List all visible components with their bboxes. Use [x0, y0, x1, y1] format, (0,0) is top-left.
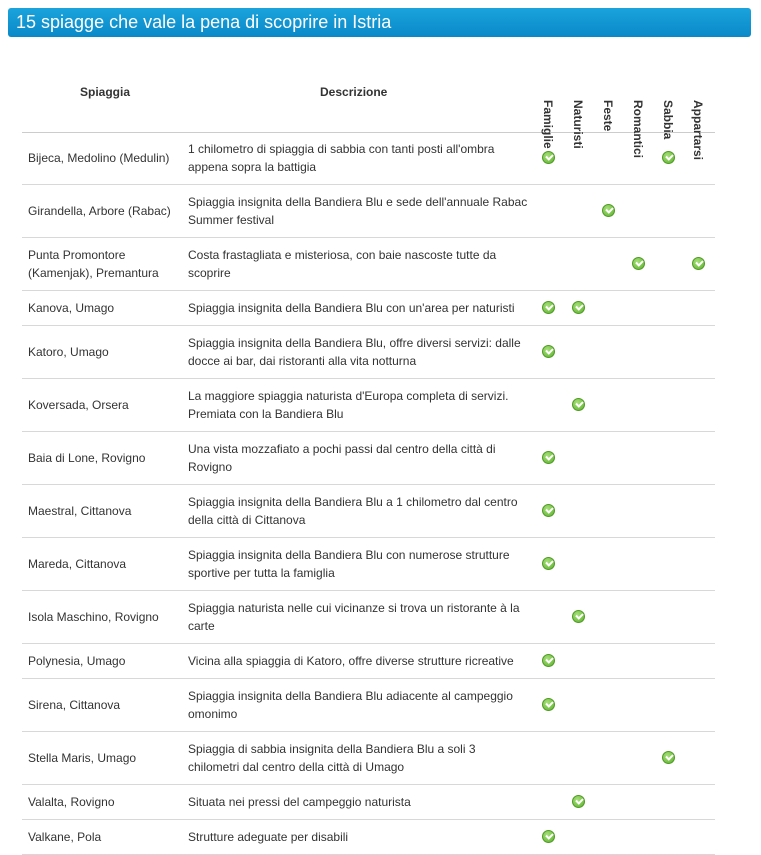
- check-circle-icon: [542, 830, 555, 843]
- beach-description: Spiaggia insignita della Bandiera Blu con un'area per naturisti: [188, 301, 515, 315]
- beach-name: Bijeca, Medolino (Medulin): [28, 151, 170, 165]
- check-circle-icon: [572, 610, 585, 623]
- beach-description: Spiaggia di sabbia insignita della Bandiera Blu a soli 3 chilometri dal centro della città di Umago: [188, 742, 476, 774]
- check-circle-icon: [662, 751, 675, 764]
- beach-description: Costa frastagliata e misteriosa, con baie nascoste tutte da scoprire: [188, 248, 497, 280]
- column-header-descrizione: Descrizione: [320, 85, 388, 99]
- check-circle-icon: [542, 151, 555, 164]
- column-header-label: Famiglie: [541, 100, 555, 149]
- table-row: [22, 132, 715, 185]
- table-row: [22, 732, 715, 785]
- table-row: [22, 238, 715, 291]
- beach-name: Sirena, Cittanova: [28, 698, 121, 712]
- column-header-label: Sabbia: [661, 100, 675, 140]
- beach-name: Koversada, Orsera: [28, 398, 129, 412]
- column-header-label: Feste: [601, 100, 615, 132]
- beach-description: Spiaggia naturista nelle cui vicinanze si trova un ristorante à la carte: [188, 601, 520, 633]
- check-circle-icon: [572, 398, 585, 411]
- beach-description: Spiaggia insignita della Bandiera Blu a 1 chilometro dal centro della città di Cittanova: [188, 495, 518, 527]
- table-row: [22, 379, 715, 432]
- beach-description: Spiaggia insignita della Bandiera Blu e sede dell'annuale Rabac Summer festival: [188, 195, 528, 227]
- table-row: [22, 679, 715, 732]
- beach-name: Katoro, Umago: [28, 345, 109, 359]
- beach-name: Girandella, Arbore (Rabac): [28, 204, 171, 218]
- column-header-spiaggia: Spiaggia: [80, 85, 131, 99]
- table-row: [22, 591, 715, 644]
- beach-description: Strutture adeguate per disabili: [188, 830, 349, 844]
- beach-description: Situata nei pressi del campeggio naturista: [188, 795, 411, 809]
- page-title: 15 spiagge che vale la pena di scoprire in Istria: [8, 8, 751, 37]
- beach-name: Kanova, Umago: [28, 301, 115, 315]
- table-row: [22, 644, 715, 679]
- check-circle-icon: [542, 698, 555, 711]
- beach-name: Punta Promontore (Kamenjak), Premantura: [28, 248, 159, 280]
- check-circle-icon: [632, 257, 645, 270]
- beach-description: La maggiore spiaggia naturista d'Europa completa di servizi. Premiata con la Bandiera Blu: [188, 389, 509, 421]
- check-circle-icon: [572, 795, 585, 808]
- check-circle-icon: [692, 257, 705, 270]
- beach-name: Isola Maschino, Rovigno: [28, 610, 159, 624]
- table-row: [22, 185, 715, 238]
- beach-table: [22, 132, 715, 855]
- check-circle-icon: [542, 345, 555, 358]
- table-row: [22, 291, 715, 326]
- beach-description: 1 chilometro di spiaggia di sabbia con tanti posti all'ombra appena sopra la battigia: [188, 142, 495, 174]
- beach-description: Spiaggia insignita della Bandiera Blu adiacente al campeggio omonimo: [188, 689, 513, 721]
- table-row: [22, 485, 715, 538]
- table-row: [22, 326, 715, 379]
- beach-description: Vicina alla spiaggia di Katoro, offre diverse strutture ricreative: [188, 654, 514, 668]
- beach-description: Una vista mozzafiato a pochi passi dal centro della città di Rovigno: [188, 442, 496, 474]
- check-circle-icon: [662, 151, 675, 164]
- beach-name: Stella Maris, Umago: [28, 751, 137, 765]
- check-circle-icon: [602, 204, 615, 217]
- beach-name: Polynesia, Umago: [28, 654, 126, 668]
- beach-name: Maestral, Cittanova: [28, 504, 132, 518]
- column-header-label: Naturisti: [571, 100, 585, 149]
- check-circle-icon: [542, 557, 555, 570]
- table-row: [22, 538, 715, 591]
- check-circle-icon: [542, 654, 555, 667]
- column-header-label: Appartarsi: [691, 100, 705, 161]
- check-circle-icon: [542, 451, 555, 464]
- column-header-label: Romantici: [631, 100, 645, 159]
- beach-description: Spiaggia insignita della Bandiera Blu, offre diversi servizi: dalle docce ai bar, dai ristoranti alla vita notturna: [188, 336, 521, 368]
- beach-description: Spiaggia insignita della Bandiera Blu con numerose strutture sportive per tutta la famiglia: [188, 548, 510, 580]
- check-circle-icon: [542, 504, 555, 517]
- beach-name: Mareda, Cittanova: [28, 557, 127, 571]
- beach-name: Valalta, Rovigno: [28, 795, 115, 809]
- table-row: [22, 432, 715, 485]
- beach-name: Baia di Lone, Rovigno: [28, 451, 146, 465]
- beach-name: Valkane, Pola: [28, 830, 102, 844]
- table-row: [22, 785, 715, 820]
- check-circle-icon: [572, 301, 585, 314]
- check-circle-icon: [542, 301, 555, 314]
